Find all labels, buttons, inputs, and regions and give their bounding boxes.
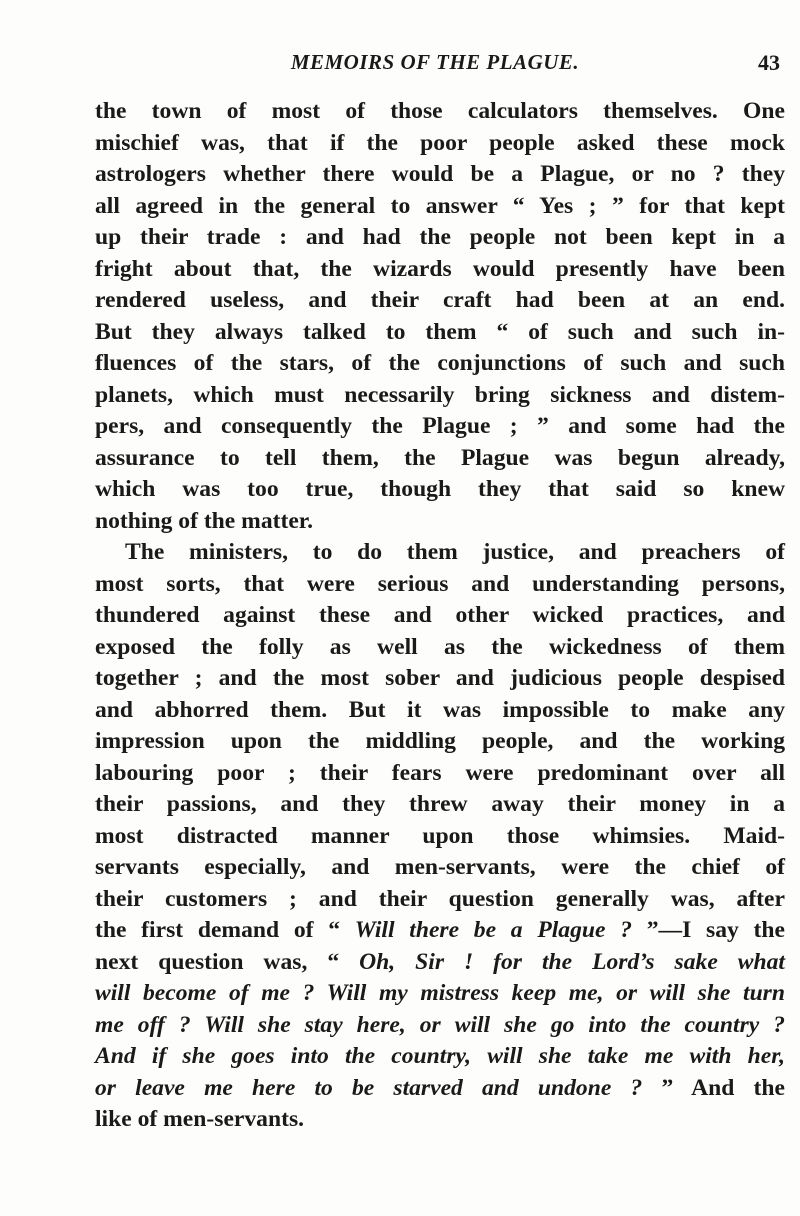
text-line [95,915,785,947]
text-line [95,1073,785,1105]
text-run: next question was, “ [95,948,360,975]
text-line: most sorts, that were serious and understanding persons, [95,570,785,597]
text-line: most distracted manner upon those whimsies. Maid- [95,822,785,849]
text-line: fright about that, the wizards would presently have been [95,255,785,282]
page-header [90,50,780,80]
text-line: like of men-servants. [95,1106,305,1132]
running-title: MEMOIRS OF THE PLAGUE. [290,50,580,74]
text-run: ” And the [642,1074,785,1101]
text-line: their passions, and they threw away their money in a [95,791,785,817]
text-line: rendered useless, and their craft had been at an end. [95,287,785,313]
text-line: And if she goes into the country, will she take me with her, [95,1043,785,1069]
text-line [95,947,785,979]
text-line: impression upon the middling people, and the working [95,728,785,754]
text-line: thundered against these and other wicked practices, and [95,602,785,628]
text-line: the town of most of those calculators themselves. One [95,98,785,124]
text-line: astrologers whether there would be a Plague, or no ? they [95,161,785,187]
text-line: planets, which must necessarily bring sickness and distem- [95,381,785,408]
text-line: fluences of the stars, of the conjunctions of such and such [95,350,785,376]
text-line: exposed the folly as well as the wickedness of them [95,633,785,660]
text-line: assurance to tell them, the Plague was begun already, [95,444,785,471]
page-number: 43 [758,50,780,75]
italic-text-run: Will there be a Plague ? [354,917,632,943]
paragraph-2 [95,537,785,1136]
italic-text-run: Oh, Sir ! for the Lord’s sake what [359,948,785,975]
text-line: servants especially, and men-servants, were the chief of [95,854,785,880]
text-line: and abhorred them. But it was impossible to make any [95,696,785,723]
text-run: ”—I say the [632,917,785,943]
text-line: their customers ; and their question generally was, after [95,885,785,912]
text-line: pers, and consequently the Plague ; ” and some had the [95,413,785,439]
text-line: all agreed in the general to answer “ Yes ; ” for that kept [95,192,785,219]
text-line: labouring poor ; their fears were predominant over all [95,759,785,786]
text-run: the first demand of “ [95,917,355,943]
text-line: mischief was, that if the poor people asked these mock [95,129,785,156]
body-text [95,96,785,1136]
text-line: nothing of the matter. [95,507,314,534]
text-line: which was too true, though they that said so knew [95,476,785,502]
text-line: together ; and the most sober and judicious people despised [95,665,785,691]
text-line: will become of me ? Will my mistress keep me, or will she turn [95,980,785,1006]
text-line: But they always talked to them “ of such and such in- [95,318,785,345]
text-line: The ministers, to do them justice, and preachers of [125,539,785,565]
text-line: up their trade : and had the people not been kept in a [95,224,785,250]
text-line: me off ? Will she stay here, or will she go into the country ? [95,1011,785,1038]
italic-text-run: or leave me here to be starved and undone ? [95,1074,643,1101]
paragraph-1 [95,96,785,537]
